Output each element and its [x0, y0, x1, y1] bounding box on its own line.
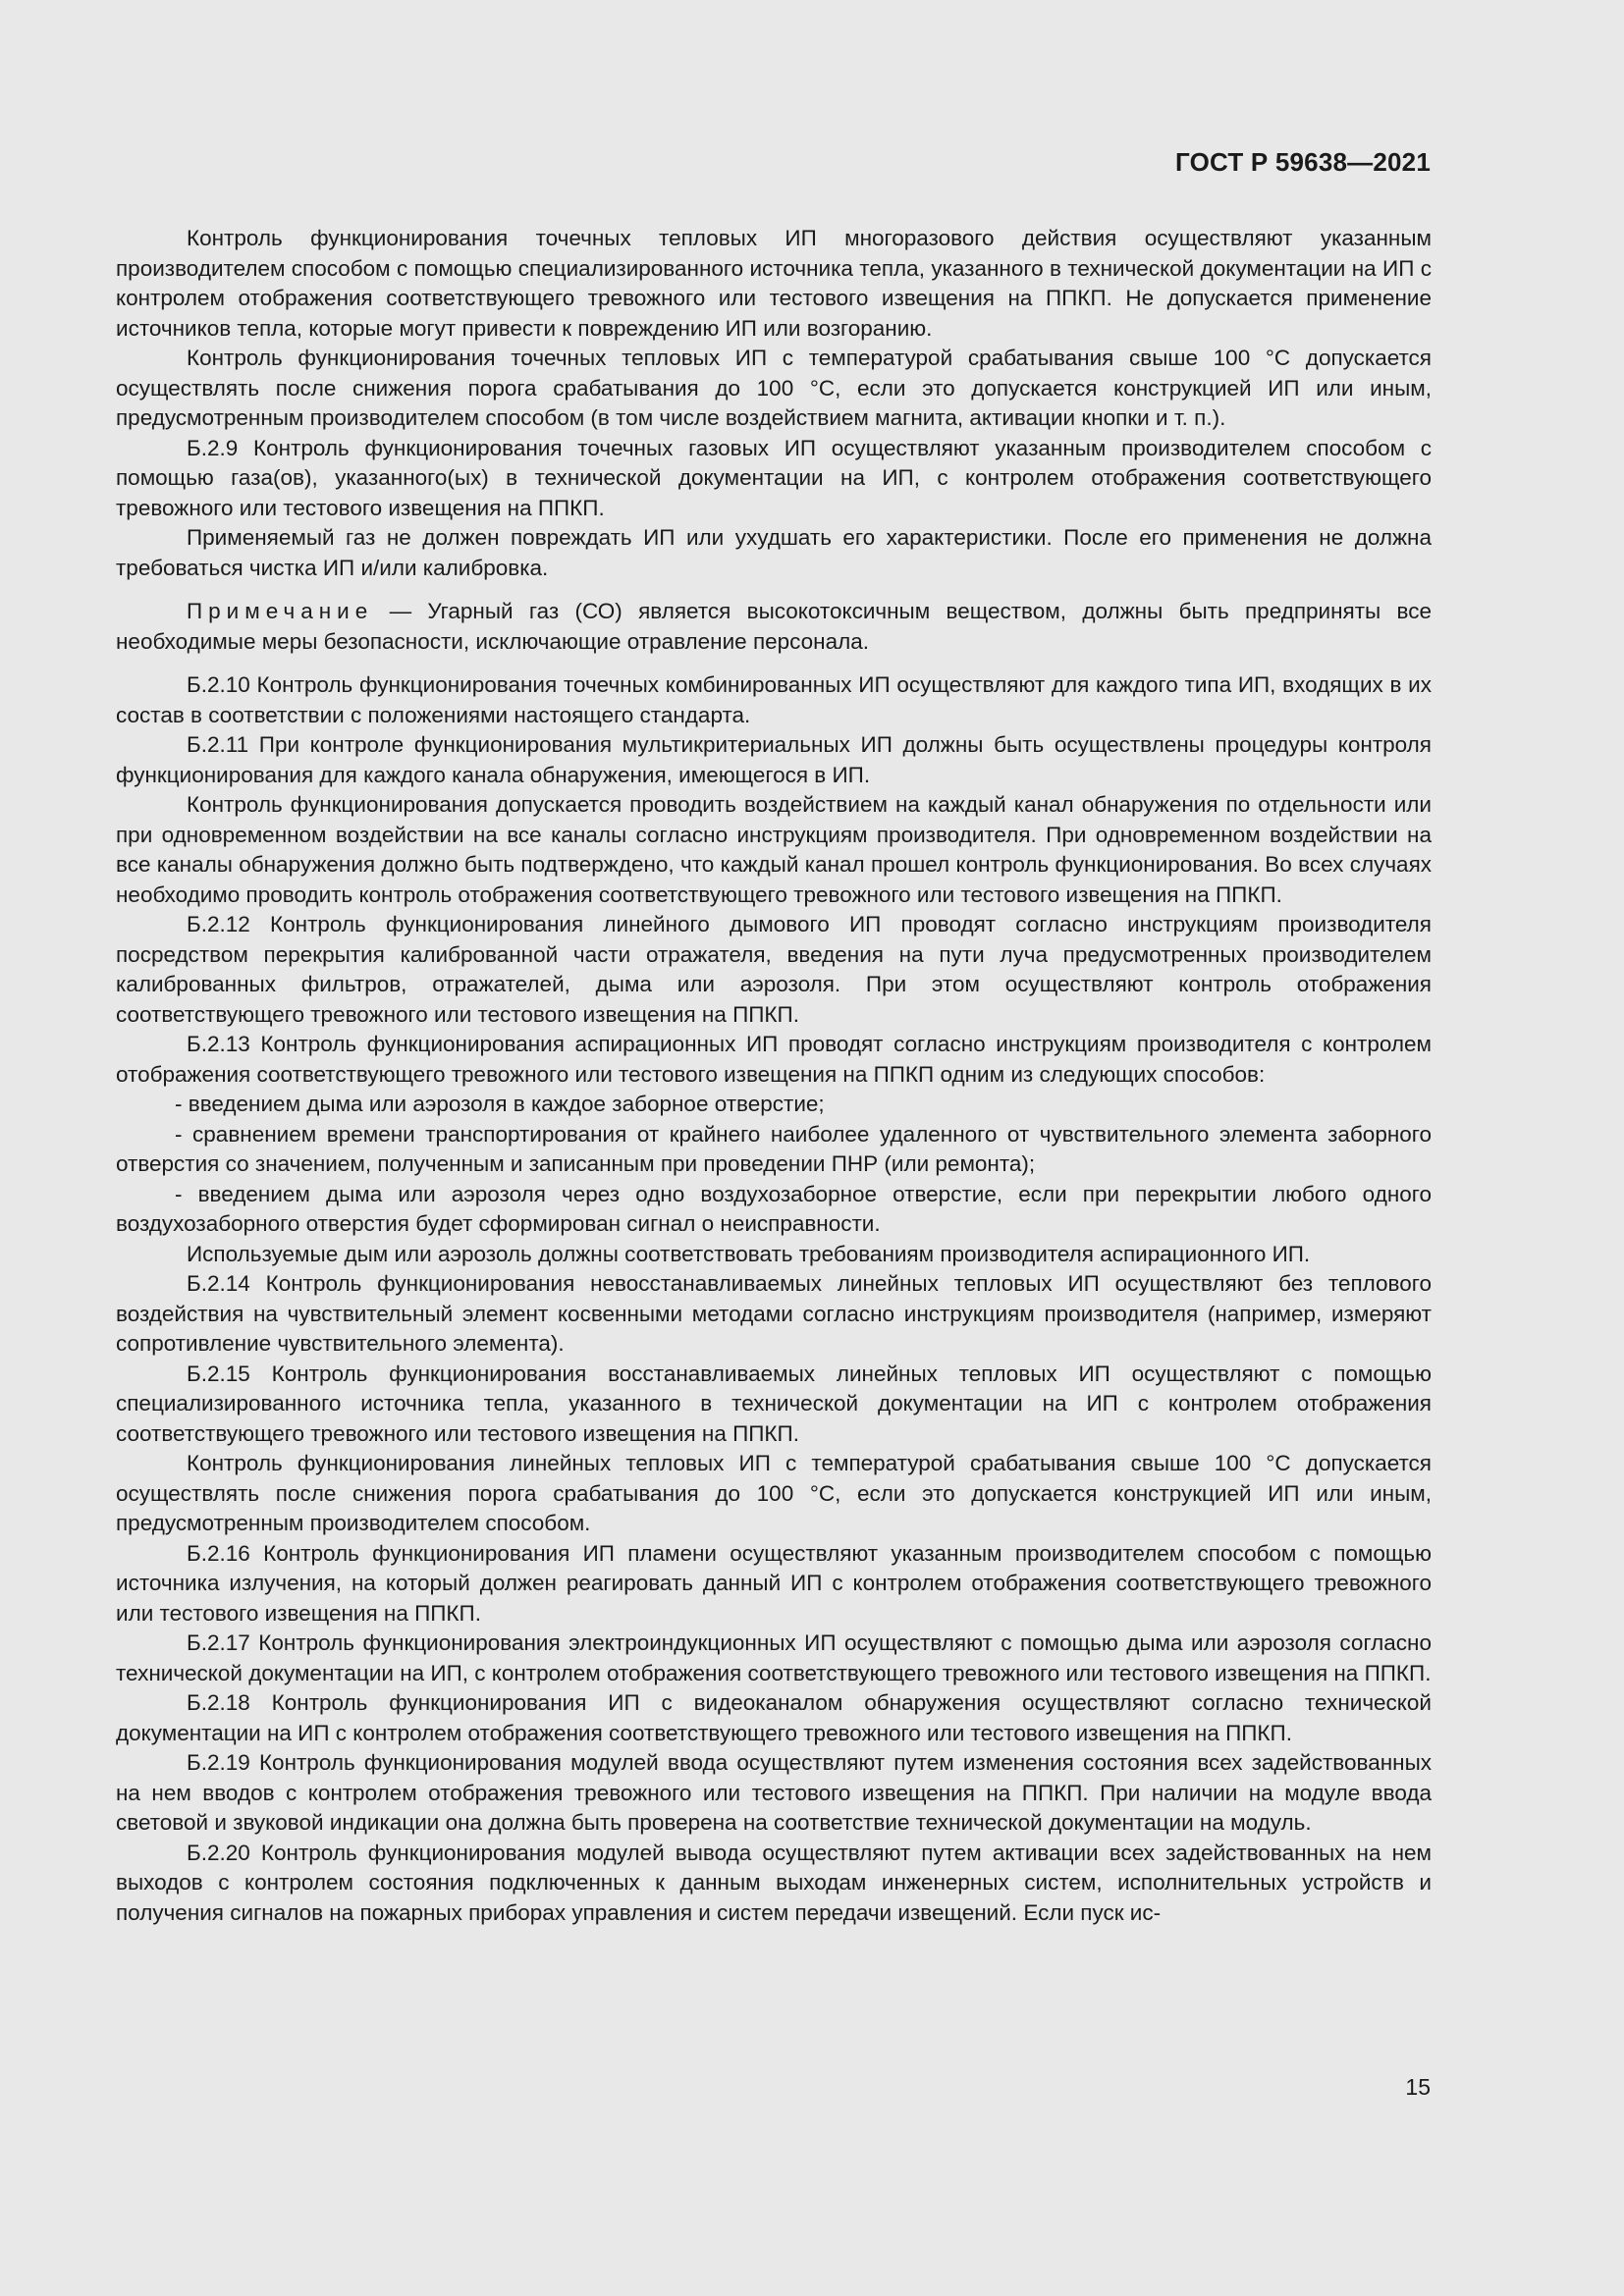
paragraph: Б.2.15 Контроль функционирования восстанавливаемых линейных тепловых ИП осуществляют с помощью специализированного источника тепла, указанного в технической документации на ИП с контролем отображения соответствующего тревожного или тестового извещения на ППКП.	[116, 1361, 1432, 1446]
list-item: - введением дыма или аэрозоля через одно воздухозаборное отверстие, если при перекрытии любого одного воздухозаборного отверстия будет сформирован сигнал о неисправности.	[116, 1181, 1432, 1236]
page-number: 15	[1405, 2074, 1431, 2100]
paragraph: Б.2.9 Контроль функционирования точечных газовых ИП осуществляют указанным производителем способом с помощью газа(ов), указанного(ых) в технической документации на ИП, с контролем отображения соответствующего тревожного или тестового извещения на ППКП.	[116, 435, 1432, 520]
note	[116, 597, 1432, 657]
paragraph: Б.2.11 При контроле функционирования мультикритериальных ИП должны быть осуществлены процедуры контроля функционирования для каждого канала обнаружения, имеющегося в ИП.	[116, 732, 1432, 787]
list-item: - сравнением времени транспортирования от крайнего наиболее удаленного от чувствительного элемента заборного отверстия со значением, полученным и записанным при проведении ПНР (или ремонта);	[116, 1121, 1432, 1176]
paragraph: Б.2.20 Контроль функционирования модулей вывода осуществляют путем активации всех задействованных на нем выходов с контролем состояния подключенных к данным выходам инженерных систем, исполнительных устройств и получения сигналов на пожарных приборах управления и систем передачи извещений. Если пуск ис-	[116, 1840, 1432, 1925]
page-body	[116, 224, 1432, 1928]
paragraph: Применяемый газ не должен повреждать ИП или ухудшать его характеристики. После его применения не должна требоваться чистка ИП и/или калибровка.	[116, 525, 1432, 580]
paragraph: Контроль функционирования линейных тепловых ИП с температурой срабатывания свыше 100 °С допускается осуществлять после снижения порога срабатывания до 100 °С, если это допускается конструкцией ИП или иным, предусмотренным производителем способом.	[116, 1451, 1432, 1535]
list-item: - введением дыма или аэрозоля в каждое заборное отверстие;	[175, 1092, 825, 1116]
paragraph: Б.2.19 Контроль функционирования модулей ввода осуществляют путем изменения состояния всех задействованных на нем вводов с контролем отображения тревожного или тестового извещения на ППКП. При наличии на модуле ввода световой и звуковой индикации она должна быть проверена на соответствие технической документации на модуль.	[116, 1750, 1432, 1835]
paragraph: Контроль функционирования допускается проводить воздействием на каждый канал обнаружения по отдельности или при одновременном воздействии на все каналы согласно инструкциям производителя. При одновременном воздействии на все каналы обнаружения должно быть подтверждено, что каждый канал прошел контроль функционирования. Во всех случаях необходимо проводить контроль отображения соответствующего тревожного или тестового извещения на ППКП.	[116, 792, 1432, 907]
document-header: ГОСТ Р 59638—2021	[1175, 147, 1431, 177]
paragraph: Используемые дым или аэрозоль должны соответствовать требованиям производителя аспирационного ИП.	[187, 1241, 1311, 1266]
paragraph: Контроль функционирования точечных тепловых ИП многоразового действия осуществляют указанным производителем способом с помощью специализированного источника тепла, указанного в технической документации на ИП с контролем отображения соответствующего тревожного или тестового извещения на ППКП. Не допускается применение источников тепла, которые могут привести к повреждению ИП или возгоранию.	[116, 226, 1432, 341]
paragraph: Контроль функционирования точечных тепловых ИП с температурой срабатывания свыше 100 °С допускается осуществлять после снижения порога срабатывания до 100 °С, если это допускается конструкцией ИП или иным, предусмотренным производителем способом (в том числе воздействием магнита, активации кнопки и т. п.).	[116, 346, 1432, 430]
paragraph: Б.2.12 Контроль функционирования линейного дымового ИП проводят согласно инструкциям производителя посредством перекрытия калиброванной части отражателя, введения на пути луча предусмотренных производителем калиброванных фильтров, отражателей, дыма или аэрозоля. При этом осуществляют контроль отображения соответствующего тревожного или тестового извещения на ППКП.	[116, 912, 1432, 1027]
paragraph: Б.2.18 Контроль функционирования ИП с видеоканалом обнаружения осуществляют согласно технической документации на ИП с контролем отображения соответствующего тревожного или тестового извещения на ППКП.	[116, 1690, 1432, 1745]
paragraph: Б.2.14 Контроль функционирования невосстанавливаемых линейных тепловых ИП осуществляют без теплового воздействия на чувствительный элемент косвенными методами согласно инструкциям производителя (например, измеряют сопротивление чувствительного элемента).	[116, 1271, 1432, 1356]
paragraph: Б.2.10 Контроль функционирования точечных комбинированных ИП осуществляют для каждого типа ИП, входящих в их состав в соответствии с положениями настоящего стандарта.	[116, 672, 1432, 727]
note-text: — Угарный газ (СО) является высокотоксичным веществом, должны быть предприняты все необходимые меры безопасности, исключающие отравление персонала.	[116, 599, 1432, 654]
paragraph: Б.2.13 Контроль функционирования аспирационных ИП проводят согласно инструкциям производителя с контролем отображения соответствующего тревожного или тестового извещения на ППКП одним из следующих способов:	[116, 1032, 1432, 1087]
paragraph: Б.2.17 Контроль функционирования электроиндукционных ИП осуществляют с помощью дыма или аэрозоля согласно технической документации на ИП, с контролем отображения соответствующего тревожного или тестового извещения на ППКП.	[116, 1630, 1432, 1685]
note-label: Примечание	[187, 599, 374, 623]
paragraph: Б.2.16 Контроль функционирования ИП пламени осуществляют указанным производителем способом с помощью источника излучения, на который должен реагировать данный ИП с контролем отображения соответствующего тревожного или тестового извещения на ППКП.	[116, 1540, 1432, 1626]
